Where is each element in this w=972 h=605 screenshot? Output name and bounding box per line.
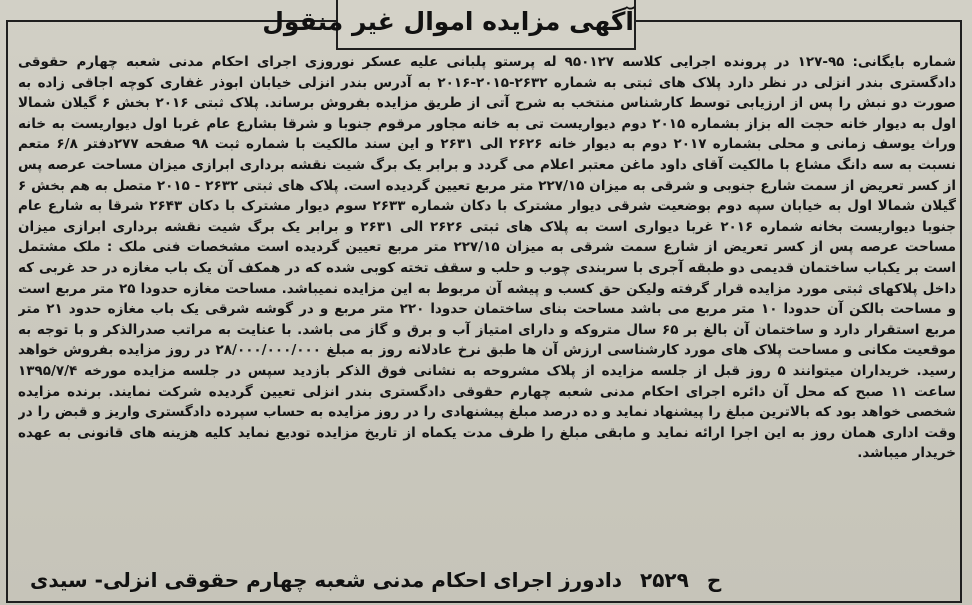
- title-box: [262, 0, 636, 50]
- footer-number: ۲۵۲۹: [639, 568, 689, 592]
- footer-signature: دادورز اجرای احکام مدنی شعبه چهارم حقوقی انزلی- سیدی: [30, 568, 622, 592]
- notice-body: شماره بایگانی: ۹۵-۱۲۷ در پرونده اجرایی کلاسه ۹۵۰۱۲۷ له پرستو پلبانی علیه عسکر نوروزی اجرای احکام مدنی شعبه چهارم حقوقی دادگستری بندر انزلی در نظر دارد پلاک های ثبتی به شماره ۲۶۳۲-۲۰۱۵-۲۰۱۶ به آدرس بندر انزلی خیابان ابوذر غفاری کوچه اجاقی زاده به صورت دو نبش را پس از ارزیابی توسط کارشناس منتخب به شرح آتی از طریق مزایده بفروش برساند. پلاک ثبتی ۲۰۱۶ بخش ۶ گیلان شمالا اول به دیوار خانه حجت اله بزاز بشماره ۲۰۱۵ دوم دیواریست تی به خانه مجاور مرقوم جنوبا و شرقا بشارع عام غربا اول دیواریست به خانه وراث یوسف زمانی و محلی بشماره ۲۰۱۷ دوم به دیوار خانه ۲۶۲۶ الی ۲۶۳۱ و این سند مالکیت با شماره ثبت ۹۸ صفحه ۲۷۷دفتر ۶/۸ متعم نسبت به سه دانگ مشاع با مالکیت آقای داود ماغن معتبر اعلام می گردد و برابر یک برگ شیت نقشه برداری ابرازی میزان مساحت عرصه پس از کسر تعریض از سمت شارع جنوبی و شرقی به میزان ۲۲۷/۱۵ متر مربع تعیین گردیده است. پلاک های ثبتی ۲۶۳۲ - ۲۰۱۵ متصل به هم بخش ۶ گیلان شمالا اول به خیابان سپه دوم بوضعیت شرقی دیوار مشترک با دکان شماره ۲۶۳۳ سوم دیوار مشترک با دکان ۲۶۴۳ شرقا به شارع عام جنوبا دیواریست بخانه شماره ۲۰۱۶ غربا دیواری است به پلاک های ثبتی ۲۶۲۶ الی ۲۶۳۱ و برابر یک برگ شیت نقشه برداری ابرازی میزان مساحت عرصه پس از کسر تعریض از شارع سمت شرقی به میزان ۲۲۷/۱۵ متر مربع تعیین گردیده است مشخصات فنی ملک : ملک مشتمل است بر یکباب ساختمان قدیمی دو طبقه آجری با سربندی چوب و حلب و سقف تخته کوبی شده که در همکف آن یک باب مغازه در حد غربی که داخل پلاکهای ثبتی مورد مزایده قرار گرفته ولیکن حق کسب و پیشه آن مربوط به این مزایده نمیباشد. مساحت مغازه حدودا ۲۵ متر مربع است و مساحت بالکن آن حدودا ۱۰ متر مربع می باشد مساحت بنای ساختمان حدودا ۲۲۰ متر مربع و در گوشه شرقی یک باب مغازه حدود ۲۱ متر مربع استقرار دارد و ساختمان آن بالغ بر ۶۵ سال متروکه و دارای امتیاز آب و برق و گاز می باشد. با عنایت به مراتب صدرالذکر و با توجه به موقعیت مکانی و مساحت پلاک های مورد کارشناسی ارزش آن ها طبق نرخ عادلانه روز به مبلغ ۲۸/۰۰۰/۰۰۰/۰۰۰ در روز مزایده بفروش خواهد رسید. خریداران میتوانند ۵ روز قبل از جلسه مزایده از پلاک مشروحه به نشانی فوق الذکر بازدید سپس در جلسه مزایده مورخه ۱۳۹۵/۷/۴ ساعت ۱۱ صبح که محل آن دائره اجرای احکام مدنی شعبه چهارم حقوقی دادگستری بندر انزلی تعیین گردیده شرکت نمایند. برنده مزایده شخصی خواهد بود که بالاترین مبلغ را پیشنهاد نماید و ده درصد مبلغ پیشنهادی را در روز مزایده به حساب سپرده دادگستری واریز و قبض را در وقت اداری همان روز به این اجرا ارائه نماید و مابقی مبلغ را ظرف مدت یکماه از تاریخ مزایده تودیع نماید کلیه هزینه های قانونی به عهده خریدار میباشد.: [18, 54, 956, 462]
- footer-prefix: ح: [706, 568, 722, 592]
- notice-title: آگهی مزایده اموال غیر منقول: [262, 7, 634, 36]
- notice-footer: [30, 563, 940, 597]
